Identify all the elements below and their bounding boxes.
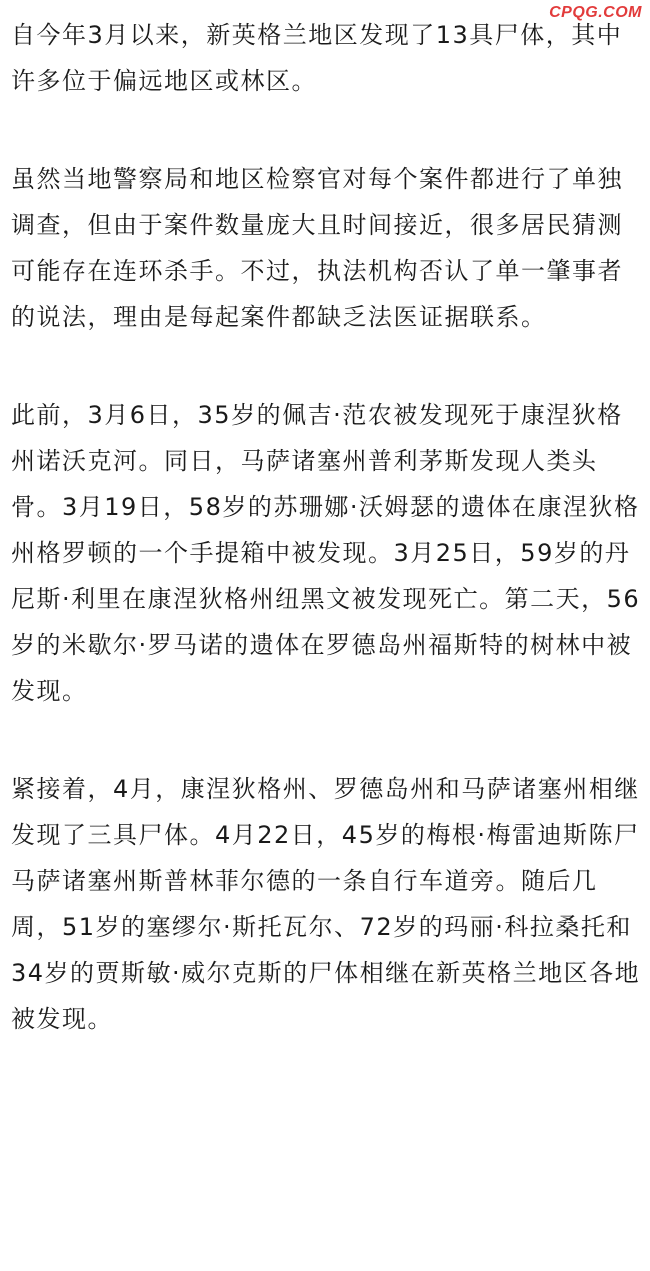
article-body [11, 12, 641, 1094]
article-paragraph-1: 自今年3月以来，新英格兰地区发现了13具尸体，其中许多位于偏远地区或林区。 [11, 21, 623, 95]
site-watermark: CPQG.COM [549, 4, 642, 21]
article-paragraph-2: 虽然当地警察局和地区检察官对每个案件都进行了单独调查，但由于案件数量庞大且时间接近，很多居民猜测可能存在连环杀手。不过，执法机构否认了单一肇事者的说法，理由是每起案件都缺乏法医证据联系。 [11, 165, 623, 331]
article-paragraph-4: 紧接着，4月，康涅狄格州、罗德岛州和马萨诸塞州相继发现了三具尸体。4月22日，45岁的梅根·梅雷迪斯陈尸马萨诸塞州斯普林菲尔德的一条自行车道旁。随后几周，51岁的塞缪尔·斯托瓦尔、72岁的玛丽·科拉桑托和34岁的贾斯敏·威尔克斯的尸体相继在新英格兰地区各地被发现。 [11, 775, 641, 1033]
article-paragraph-3: 此前，3月6日，35岁的佩吉·范农被发现死于康涅狄格州诺沃克河。同日，马萨诸塞州普利茅斯发现人类头骨。3月19日，58岁的苏珊娜·沃姆瑟的遗体在康涅狄格州格罗顿的一个手提箱中被发现。3月25日，59岁的丹尼斯·利里在康涅狄格州纽黑文被发现死亡。第二天，56岁的米歇尔·罗马诺的遗体在罗德岛州福斯特的树林中被发现。 [11, 401, 641, 705]
